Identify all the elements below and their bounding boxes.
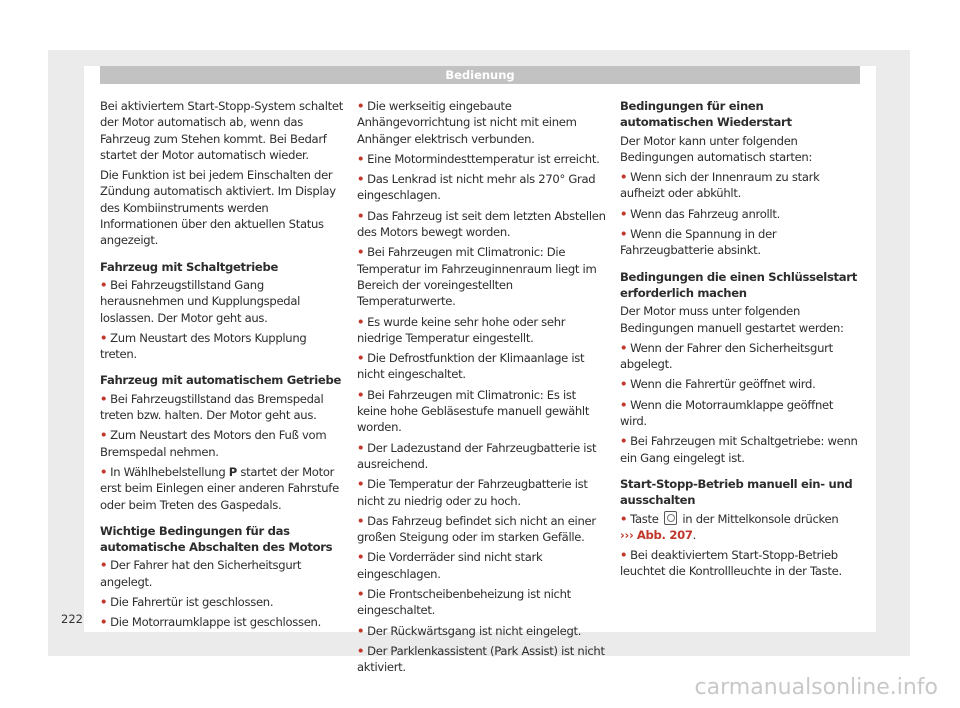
bullet-icon: • — [357, 477, 365, 492]
column-3 — [620, 98, 860, 584]
list-item-text: Zum Neustart des Motors den Fuß vom Bremspedal nehmen. — [100, 428, 327, 459]
bullet-icon: • — [100, 595, 108, 610]
list-item-text: Wenn die Motorraumklappe geöffnet wird. — [620, 397, 834, 429]
list-item — [357, 151, 607, 167]
list-item-text: Die Temperatur der Fahrzeugbatterie ist nicht zu niedrig oder zu hoch. — [357, 477, 588, 508]
bullet-icon: • — [357, 172, 365, 187]
list-item — [620, 547, 860, 580]
list-item-text: Wenn sich der Innenraum zu stark aufheizt oder abkühlt. — [620, 170, 820, 201]
bullet-icon: • — [357, 643, 365, 658]
list-item — [357, 643, 607, 676]
list-item — [357, 549, 607, 582]
list-item-text: Der Rückwärtsgang ist nicht eingelegt. — [367, 623, 582, 638]
bullet-icon: • — [100, 558, 108, 573]
bullet-icon: • — [357, 623, 365, 638]
list-item-text: Die Vorderräder sind nicht stark eingeschlagen. — [357, 550, 543, 581]
page-number: 222 — [61, 612, 83, 626]
list-item — [620, 376, 860, 392]
list-item — [100, 614, 346, 630]
list-item — [620, 206, 860, 222]
list-item-text: Taste — [630, 511, 662, 526]
bullet-icon: • — [620, 511, 628, 526]
bullet-icon: • — [620, 170, 628, 185]
bullet-icon: • — [357, 387, 365, 402]
figure-reference-link[interactable]: Abb. 207 — [636, 527, 693, 542]
list-item-text: Bei Fahrzeugen mit Climatronic: Die Temperatur im Fahrzeuginnenraum liegt im Bereich der voreingestellten Temperaturwerte. — [357, 245, 597, 309]
bullet-icon: • — [620, 206, 628, 221]
list-item — [620, 226, 860, 259]
heading-automatic-gearbox: Fahrzeug mit automatischem Getriebe — [100, 373, 342, 388]
list-item — [100, 330, 346, 363]
list-item — [620, 397, 860, 430]
list-item — [357, 586, 607, 619]
list-item — [357, 623, 607, 639]
bullet-icon: • — [357, 245, 365, 260]
heading-manual-gearbox: Fahrzeug mit Schaltgetriebe — [100, 259, 279, 274]
bullet-icon: • — [100, 615, 108, 630]
column-2 — [357, 98, 607, 680]
list-item-text: Die Fahrertür ist geschlossen. — [110, 595, 274, 610]
list-item-text: Bei Fahrzeugstillstand das Bremspedal treten bzw. halten. Der Motor geht aus. — [100, 391, 324, 423]
paragraph: Der Motor muss unter folgenden Bedingungen manuell gestartet werden: — [620, 304, 844, 335]
list-item — [357, 98, 607, 147]
list-item-text: in der Mittelkonsole drücken — [679, 511, 839, 526]
list-item-text: Das Fahrzeug ist seit dem letzten Abstellen des Motors bewegt worden. — [357, 208, 606, 240]
bullet-icon: • — [357, 99, 365, 113]
list-item — [357, 244, 607, 309]
bullet-icon: • — [620, 397, 628, 412]
bullet-icon: • — [100, 464, 108, 479]
reference-arrow-icon: ››› — [620, 527, 634, 542]
list-item — [620, 340, 860, 373]
list-item-text: startet der Motor erst beim Einlegen einer anderen Fahrstufe oder beim Treten des Gaspedals. — [100, 464, 339, 512]
list-item-text: Wenn die Fahrertür geöffnet wird. — [630, 377, 816, 392]
bullet-icon: • — [357, 314, 365, 329]
list-item-text: Die Defrostfunktion der Klimaanlage ist nicht eingeschaltet. — [357, 351, 585, 382]
bullet-icon: • — [357, 550, 365, 565]
bullet-icon: • — [620, 227, 628, 242]
bullet-icon: • — [357, 513, 365, 528]
list-item-text: Bei Fahrzeugen mit Schaltgetriebe: wenn ein Gang eingelegt ist. — [620, 434, 858, 465]
watermark: carmanualsonline.info — [694, 675, 938, 700]
bullet-icon: • — [620, 340, 628, 355]
heading-auto-restart: Bedingungen für einen automatischen Wiederstart — [620, 99, 792, 130]
column-1 — [100, 98, 346, 635]
list-item-text: Das Lenkrad ist nicht mehr als 270° Grad eingeschlagen. — [357, 172, 596, 203]
bullet-icon: • — [357, 587, 365, 602]
intro-paragraph-2: Die Funktion ist bei jedem Einschalten der Zündung automatisch aktiviert. Im Display des Kombiinstruments werden Informationen über den aktuellen Status angezeigt. — [100, 168, 336, 248]
list-item — [100, 594, 346, 610]
list-item-text: Wenn der Fahrer den Sicherheitsgurt abgelegt. — [620, 340, 833, 372]
list-item-text: Das Fahrzeug befindet sich nicht an einer großen Steigung oder im starken Gefälle. — [357, 513, 596, 545]
list-item-text: Die Motorraumklappe ist geschlossen. — [110, 615, 321, 630]
bullet-icon: • — [620, 377, 628, 392]
bullet-icon: • — [620, 434, 628, 449]
list-item-text: Eine Motormindesttemperatur ist erreicht. — [367, 151, 600, 166]
list-item-text: Die werkseitig eingebaute Anhängevorrichtung ist nicht mit einem Anhänger elektrisch verbunden. — [357, 99, 577, 146]
bullet-icon: • — [100, 391, 108, 406]
heading-auto-stop-conditions: Wichtige Bedingungen für das automatische Abschalten des Motors — [100, 523, 333, 555]
heading-manual-start-stop: Start-Stopp-Betrieb manuell ein- und ausschalten — [620, 476, 853, 508]
list-item-text: Bei deaktiviertem Start-Stopp-Betrieb leuchtet die Kontrollleuchte in der Taste. — [620, 548, 842, 579]
bullet-icon: • — [100, 330, 108, 345]
list-item — [620, 511, 860, 544]
list-item — [100, 427, 346, 460]
bullet-icon: • — [100, 277, 108, 292]
list-item — [357, 350, 607, 383]
list-item — [357, 476, 607, 509]
list-item-text: Zum Neustart des Motors Kupplung treten. — [100, 330, 307, 362]
list-item — [357, 208, 607, 241]
list-item-text: In Wählhebelstellung — [110, 464, 229, 479]
list-item — [100, 391, 346, 424]
list-item — [357, 314, 607, 347]
list-item — [357, 513, 607, 546]
list-item-text: Bei Fahrzeugen mit Climatronic: Es ist keine hohe Gebläsestufe manuell gewählt worden. — [357, 387, 590, 435]
list-item-text: Der Fahrer hat den Sicherheitsgurt angelegt. — [100, 558, 302, 589]
list-item — [620, 433, 860, 466]
list-item-text: Der Ladezustand der Fahrzeugbatterie ist ausreichend. — [357, 440, 597, 471]
list-item-text: Der Parklenkassistent (Park Assist) ist nicht aktiviert. — [357, 643, 605, 675]
bullet-icon: • — [357, 351, 365, 366]
list-item-text: Bei Fahrzeugstillstand Gang herausnehmen und Kupplungspedal loslassen. Der Motor geht aus. — [100, 277, 301, 325]
list-item — [357, 171, 607, 204]
list-item-text: Die Frontscheibenbeheizung ist nicht eingeschaltet. — [357, 587, 571, 618]
list-item — [100, 557, 346, 590]
list-item — [100, 464, 346, 513]
heading-key-start-required: Bedingungen die einen Schlüsselstart erforderlich machen — [620, 269, 857, 300]
bullet-icon: • — [620, 548, 628, 563]
section-header: Bedienung — [100, 66, 860, 84]
list-item — [357, 387, 607, 436]
list-item-text: Wenn die Spannung in der Fahrzeugbatterie absinkt. — [620, 227, 777, 258]
list-item — [357, 440, 607, 473]
list-item — [620, 169, 860, 202]
bullet-icon: • — [100, 428, 108, 443]
list-item-text: Es wurde keine sehr hohe oder sehr niedrige Temperatur eingestellt. — [357, 314, 566, 345]
bullet-icon: • — [357, 151, 365, 166]
bullet-icon: • — [357, 208, 365, 223]
intro-paragraph: Bei aktiviertem Start-Stopp-System schaltet der Motor automatisch ab, wenn das Fahrzeug zum Stehen kommt. Bei Bedarf startet der Motor automatisch wieder. — [100, 99, 343, 162]
gear-position-p: P — [228, 464, 237, 479]
bullet-icon: • — [357, 440, 365, 455]
list-item — [100, 277, 346, 326]
paragraph: Der Motor kann unter folgenden Bedingungen automatisch starten: — [620, 133, 813, 164]
list-item-text: . — [692, 527, 697, 542]
list-item-text: Wenn das Fahrzeug anrollt. — [630, 206, 780, 221]
start-stop-button-icon — [664, 511, 677, 525]
